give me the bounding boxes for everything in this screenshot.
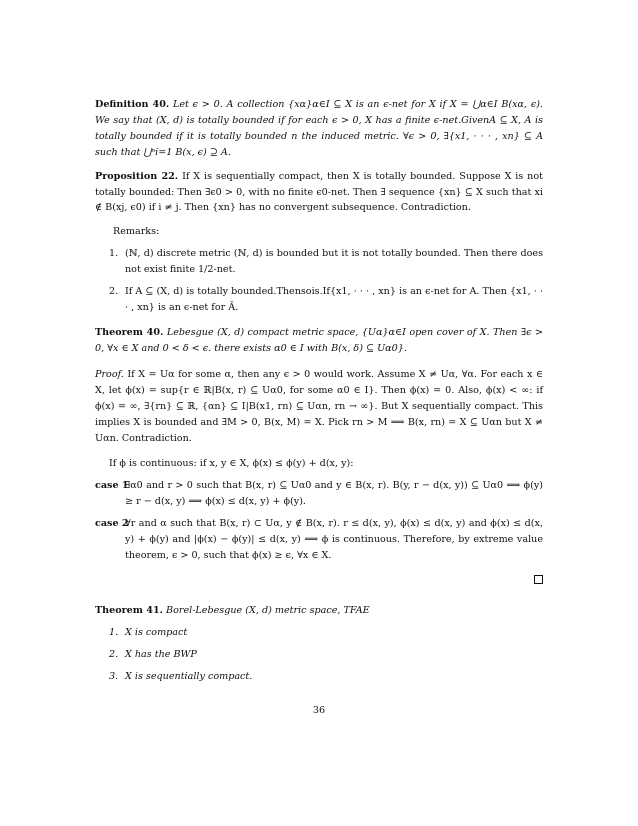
list-text: X is compact bbox=[125, 627, 188, 639]
theorem-text: Borel-Lebesgue (X, d) metric space, TFAE bbox=[166, 605, 370, 617]
list-number: 2. bbox=[109, 649, 119, 661]
case-2 bbox=[95, 516, 543, 564]
proof-text: If X = Uα for some α, then any ϵ > 0 would work. Assume X ≠ Uα, ∀α. For each x ∈ X, let ϕ(x) = sup{r ∈ ℝ|B(x, r) ⊆ Uα0, for some α0 ∈ I}. Then ϕ(x) = 0. Also, ϕ(x) < ∞: if ϕ(x) = ∞, ∃{rn} ⊆ ℝ, {αn} ⊆ I|B(x1, rn) ⊆ Uαn, rn → ∞}. But X sequentially compact. This implies X is bounded and ∃M > 0, B(x, M) = X. Pick rn > M ⟹ B(x, rn) = X ⊆ Uαn but X ≠ Uαn. Contradiction. bbox=[95, 368, 543, 444]
case-text: ∃α0 and r > 0 such that B(x, r) ⊆ Uα0 and y ∈ B(x, r). B(y, r − d(x, y)) ⊆ Uα0 ⟹ ϕ(y) ≥ r − d(x, y) ⟹ ϕ(x) ≤ d(x, y) + ϕ(y). bbox=[125, 479, 543, 507]
case-1 bbox=[95, 478, 543, 510]
proof-label: Proof. bbox=[95, 368, 124, 380]
list-item bbox=[95, 246, 543, 278]
proposition-label: Proposition 22. bbox=[95, 170, 179, 182]
proposition-text: If X is sequentially compact, then X is totally bounded. Suppose X is not totally bounded: Then ∃ϵ0 > 0, with no finite ϵ0-net. Then ∃ sequence {xn} ⊆ X such that xi ∉ B(xj, ϵ0) if i ≠ j. Then {xn} has no convergent subsequence. Contradiction. bbox=[95, 170, 543, 214]
definition-40 bbox=[95, 97, 543, 161]
page-body bbox=[95, 97, 543, 691]
theorem-41-list bbox=[95, 625, 543, 685]
list-item bbox=[95, 625, 543, 641]
proof bbox=[95, 367, 543, 447]
proof-continuous: If ϕ is continuous: if x, y ∈ X, ϕ(x) ≤ ϕ(y) + d(x, y): bbox=[109, 458, 354, 469]
theorem-text: Lebesgue (X, d) compact metric space, {Uα}α∈I open cover of X. Then ∃ϵ > 0, ∀x ∈ X and 0 < δ < ϵ. there exists α0 ∈ I with B(x, δ) ⊆ Uα0}. bbox=[95, 327, 543, 355]
list-text: If A ⊆ (X, d) is totally bounded.Thensois.If{x1, · · · , xn} is an ϵ-net for A. Then {x1, · · · , xn} is an ϵ-net for Ā. bbox=[125, 286, 543, 313]
case-text: ∀r and α such that B(x, r) ⊂ Uα, y ∉ B(x, r). r ≤ d(x, y), ϕ(x) ≤ d(x, y) and ϕ(x) ≤ d(x, y) + ϕ(y) and |ϕ(x) − ϕ(y)| ≤ d(x, y) ⟹ ϕ is continuous. Therefore, by extreme value theorem, ϵ > 0, such that ϕ(x) ≥ ϵ, ∀x ∈ X. bbox=[125, 517, 543, 561]
definition-text: Let ϵ > 0. A collection {xα}α∈I ⊆ X is an ϵ-net for X if X = ⋃α∈I B(xα, ϵ). We say that (X, d) is totally bounded if for each ϵ > 0, X has a finite ϵ-net.GivenA ⊆ X, A is totally bounded if it is totally bounded n the induced metric. ∀ϵ > 0, ∃{x1, · · · , xn} ⊆ A such that ⋃ⁿi=1 B(x, ϵ) ⊇ A. bbox=[95, 99, 543, 158]
list-number: 1. bbox=[109, 248, 119, 260]
definition-label: Definition 40. bbox=[95, 99, 170, 110]
qed-row bbox=[95, 569, 543, 589]
theorem-41 bbox=[95, 603, 543, 619]
list-number: 1. bbox=[109, 627, 119, 639]
list-number: 2. bbox=[109, 286, 119, 298]
remarks-heading: Remarks: bbox=[113, 226, 160, 238]
case-label: case 2 bbox=[95, 517, 129, 529]
list-text: X has the BWP bbox=[125, 649, 197, 661]
theorem-label: Theorem 41. bbox=[95, 605, 163, 617]
list-text: (ℕ, d) discrete metric (ℕ, d) is bounded but it is not totally bounded. Then there does not exist finite 1/2-net. bbox=[125, 248, 543, 276]
qed-square-icon bbox=[534, 575, 543, 584]
list-number: 3. bbox=[109, 671, 119, 683]
page-number: 36 bbox=[312, 705, 326, 716]
theorem-label: Theorem 40. bbox=[95, 327, 164, 339]
proposition-22 bbox=[95, 169, 543, 217]
list-text: X is sequentially compact. bbox=[125, 671, 253, 683]
list-item bbox=[95, 669, 543, 685]
remarks-list bbox=[95, 246, 543, 316]
list-item bbox=[95, 284, 543, 316]
theorem-40 bbox=[95, 325, 543, 357]
case-label: case 1 bbox=[95, 479, 129, 491]
list-item bbox=[95, 647, 543, 663]
